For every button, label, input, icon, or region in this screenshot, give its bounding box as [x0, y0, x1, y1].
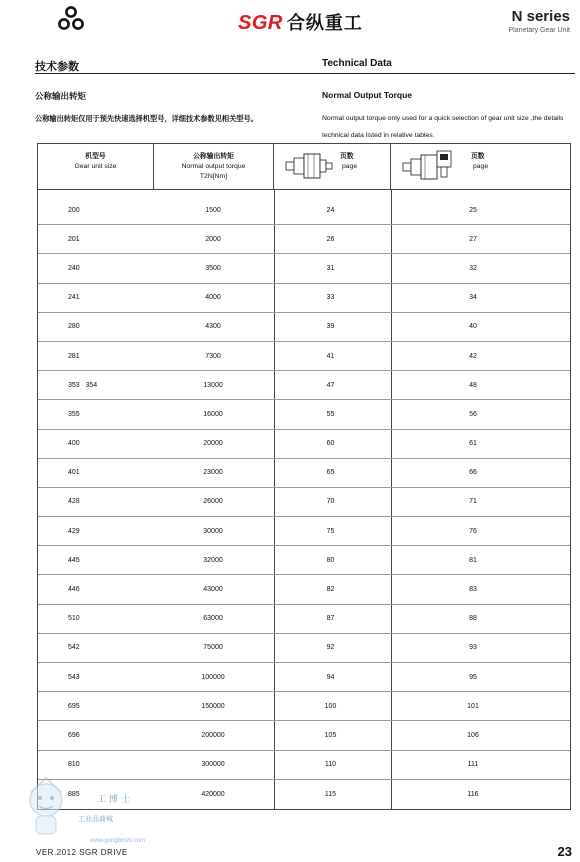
series-title: N series — [511, 8, 570, 25]
header-c1-en: Gear unit size — [74, 163, 117, 170]
header-c2-en: Normal output torque — [181, 163, 246, 170]
cell-gear-unit-size-text: 445 — [68, 556, 80, 564]
cell-output-torque — [153, 780, 273, 809]
cell-page-coaxial — [273, 721, 388, 749]
cell-page-angle-text: 48 — [469, 381, 477, 389]
cell-page-coaxial — [273, 430, 388, 458]
table-body — [38, 196, 570, 809]
cell-output-torque-text: 63000 — [203, 615, 223, 623]
cell-page-coaxial-text: 82 — [326, 586, 335, 594]
series-subtitle: Planetary Gear Unit — [508, 27, 570, 34]
cell-page-angle-text: 27 — [469, 235, 477, 243]
cell-output-torque — [153, 663, 273, 691]
cell-page-angle — [388, 634, 558, 662]
cell-page-angle-text: 76 — [469, 527, 477, 535]
cell-output-torque — [153, 400, 273, 428]
cell-output-torque-text: 43000 — [203, 586, 223, 594]
description-en: Normal output torque only used for a quick selection of gear unit size ,the details technical data listed in relative tables. — [322, 115, 564, 139]
cell-page-angle — [388, 225, 558, 253]
table-row — [38, 488, 570, 517]
table-row — [38, 517, 570, 546]
cell-page-coaxial-text: 33 — [326, 294, 335, 302]
cell-gear-unit-size-text: 810 — [68, 761, 80, 769]
table-row — [38, 459, 570, 488]
cell-page-coaxial — [273, 196, 388, 224]
cell-output-torque — [153, 575, 273, 603]
table-row — [38, 663, 570, 692]
cell-page-coaxial-text: 94 — [326, 673, 335, 681]
cell-gear-unit-size-text: 353 354 — [68, 381, 98, 389]
header-page-coaxial — [274, 144, 391, 189]
cell-page-angle-text: 93 — [469, 644, 477, 652]
table-row — [38, 575, 570, 604]
cell-page-angle — [388, 751, 558, 779]
cell-page-coaxial — [273, 751, 388, 779]
cell-page-coaxial-text: 80 — [326, 556, 335, 564]
angle-gear-unit-icon — [401, 148, 457, 184]
cell-page-angle-text: 81 — [469, 556, 477, 564]
cell-gear-unit-size-text: 400 — [68, 440, 80, 448]
section-title-en: Technical Data — [322, 58, 392, 69]
table-row — [38, 342, 570, 371]
cell-page-angle — [388, 254, 558, 282]
cell-page-coaxial-text: 70 — [326, 498, 335, 506]
cell-page-coaxial — [273, 634, 388, 662]
cell-page-coaxial — [273, 459, 388, 487]
brand-sgr: SGR — [238, 12, 283, 34]
company-logo-icon — [58, 6, 84, 32]
watermark-line3: www.gongboshi.com — [90, 838, 146, 844]
table-row — [38, 400, 570, 429]
cell-page-angle — [388, 459, 558, 487]
cell-page-angle-text: 111 — [467, 761, 479, 769]
cell-output-torque-text: 3500 — [205, 264, 221, 272]
cell-page-coaxial-text: 31 — [326, 264, 335, 272]
cell-output-torque-text: 30000 — [203, 527, 223, 535]
cell-output-torque — [153, 692, 273, 720]
table-row — [38, 313, 570, 342]
cell-page-coaxial-text: 65 — [326, 469, 335, 477]
header-c4-cn: 页数 — [471, 153, 485, 160]
cell-page-angle — [388, 342, 558, 370]
cell-page-angle-text: 83 — [469, 586, 477, 594]
cell-page-angle-text: 25 — [469, 206, 477, 214]
cell-page-angle — [388, 663, 558, 691]
cell-page-coaxial — [273, 313, 388, 341]
cell-page-coaxial-text: 39 — [326, 323, 335, 331]
cell-page-angle-text: 32 — [469, 264, 477, 272]
cell-output-torque — [153, 546, 273, 574]
cell-output-torque-text: 26000 — [203, 498, 223, 506]
cell-page-angle-text: 66 — [469, 469, 477, 477]
cell-gear-unit-size-text: 429 — [68, 527, 80, 535]
cell-page-angle — [388, 196, 558, 224]
table-row — [38, 546, 570, 575]
header-c1-cn: 机型号 — [85, 153, 106, 160]
cell-page-coaxial-text: 100 — [324, 702, 337, 710]
cell-output-torque — [153, 751, 273, 779]
table-row — [38, 196, 570, 225]
cell-page-coaxial-text: 115 — [324, 790, 337, 798]
cell-output-torque-text: 150000 — [201, 702, 225, 710]
cell-output-torque-text: 7300 — [205, 352, 221, 360]
cell-output-torque-text: 13000 — [203, 381, 223, 389]
header-gear-unit-size — [38, 144, 154, 189]
cell-page-coaxial-text: 87 — [326, 615, 335, 623]
cell-output-torque-text: 2000 — [205, 235, 221, 243]
cell-page-angle-text: 71 — [469, 498, 477, 506]
cell-page-angle — [388, 575, 558, 603]
cell-output-torque — [153, 459, 273, 487]
cell-page-coaxial — [273, 575, 388, 603]
cell-gear-unit-size-text: 696 — [68, 732, 80, 740]
cell-page-coaxial-text: 55 — [326, 410, 335, 418]
cell-page-coaxial-text: 75 — [326, 527, 335, 535]
table-row — [38, 254, 570, 283]
cell-gear-unit-size-text: 281 — [68, 352, 80, 360]
cell-page-coaxial-text: 41 — [326, 352, 335, 360]
cell-page-angle — [388, 371, 558, 399]
cell-output-torque — [153, 313, 273, 341]
cell-gear-unit-size-text: 355 — [68, 410, 80, 418]
cell-page-coaxial — [273, 663, 388, 691]
cell-page-coaxial — [273, 605, 388, 633]
table-row — [38, 284, 570, 313]
brand-logo — [238, 9, 363, 35]
cell-output-torque-text: 100000 — [201, 673, 225, 681]
cell-gear-unit-size-text: 200 — [68, 206, 80, 214]
cell-output-torque-text: 75000 — [203, 644, 223, 652]
cell-output-torque — [153, 430, 273, 458]
cell-gear-unit-size-text: 240 — [68, 264, 80, 272]
cell-output-torque — [153, 196, 273, 224]
description-cn: 公称输出转矩仅用于预先快速选择机型号，详细技术参数见相关型号。 — [35, 114, 258, 123]
cell-output-torque-text: 420000 — [201, 790, 225, 798]
cell-output-torque — [153, 634, 273, 662]
cell-page-coaxial — [273, 692, 388, 720]
cell-gear-unit-size-text: 401 — [68, 469, 80, 477]
cell-page-angle — [388, 692, 558, 720]
cell-page-coaxial — [273, 400, 388, 428]
cell-output-torque — [153, 284, 273, 312]
cell-gear-unit-size-text: 280 — [68, 323, 80, 331]
cell-page-coaxial-text: 24 — [326, 206, 335, 214]
header-c2-unit: T2N[Nm] — [199, 173, 228, 180]
cell-page-coaxial-text: 26 — [326, 235, 335, 243]
cell-page-angle — [388, 313, 558, 341]
cell-page-coaxial — [273, 342, 388, 370]
cell-output-torque — [153, 488, 273, 516]
cell-page-angle-text: 56 — [469, 410, 477, 418]
cell-output-torque — [153, 225, 273, 253]
header-divider-line — [38, 189, 570, 190]
cell-page-angle-text: 88 — [469, 615, 477, 623]
cell-page-angle — [388, 284, 558, 312]
cell-gear-unit-size-text: 542 — [68, 644, 80, 652]
cell-page-angle — [388, 430, 558, 458]
cell-gear-unit-size-text: 510 — [68, 615, 80, 623]
cell-gear-unit-size-text: 241 — [68, 294, 80, 302]
cell-output-torque-text: 23000 — [203, 469, 223, 477]
cell-gear-unit-size-text: 201 — [68, 235, 80, 243]
subtitle-cn: 公称输出转矩 — [35, 91, 87, 101]
cell-page-coaxial — [273, 254, 388, 282]
cell-page-coaxial — [273, 546, 388, 574]
table-row — [38, 225, 570, 254]
cell-page-coaxial-text: 110 — [324, 761, 337, 769]
cell-page-coaxial-text: 92 — [326, 644, 335, 652]
cell-page-coaxial — [273, 780, 388, 809]
cell-page-coaxial — [273, 284, 388, 312]
cell-output-torque-text: 300000 — [201, 761, 225, 769]
cell-output-torque — [153, 721, 273, 749]
cell-output-torque-text: 200000 — [201, 732, 225, 740]
table-row — [38, 692, 570, 721]
cell-output-torque-text: 16000 — [203, 410, 223, 418]
cell-output-torque-text: 1500 — [205, 206, 221, 214]
cell-output-torque — [153, 371, 273, 399]
cell-page-angle — [388, 605, 558, 633]
cell-page-coaxial — [273, 225, 388, 253]
cell-page-angle-text: 34 — [469, 294, 477, 302]
cell-page-coaxial — [273, 371, 388, 399]
header-page-angle — [391, 144, 572, 189]
table-row — [38, 371, 570, 400]
page-number: 23 — [557, 844, 572, 859]
cell-page-angle-text: 42 — [469, 352, 477, 360]
cell-gear-unit-size-text: 446 — [68, 586, 80, 594]
header-c3-en: page — [342, 163, 358, 170]
cell-page-angle-text: 95 — [469, 673, 477, 681]
cell-output-torque-text: 4000 — [205, 294, 221, 302]
cell-page-angle-text: 116 — [467, 790, 479, 798]
header-divider — [35, 73, 575, 74]
section-title-cn: 技术参数 — [35, 61, 79, 73]
cell-output-torque — [153, 342, 273, 370]
table-row — [38, 430, 570, 459]
subtitle-en: Normal Output Torque — [322, 90, 413, 100]
cell-output-torque — [153, 517, 273, 545]
header-c4-en: page — [473, 163, 489, 170]
cell-gear-unit-size-text: 885 — [68, 790, 80, 798]
cell-gear-unit-size-text: 695 — [68, 702, 80, 710]
cell-page-angle-text: 40 — [469, 323, 477, 331]
cell-page-coaxial — [273, 517, 388, 545]
cell-page-coaxial-text: 105 — [324, 732, 337, 740]
cell-page-angle-text: 61 — [469, 440, 477, 448]
cell-page-angle — [388, 721, 558, 749]
table-row — [38, 634, 570, 663]
header-normal-output-torque — [154, 144, 274, 189]
cell-output-torque-text: 20000 — [203, 440, 223, 448]
header-c3-cn: 页数 — [340, 153, 354, 160]
cell-page-angle-text: 106 — [467, 732, 479, 740]
watermark-line1: 工博士 — [97, 794, 134, 804]
table-row — [38, 721, 570, 750]
cell-page-coaxial-text: 47 — [326, 381, 335, 389]
cell-page-angle — [388, 780, 558, 809]
cell-output-torque — [153, 605, 273, 633]
cell-output-torque-text: 32000 — [203, 556, 223, 564]
cell-output-torque-text: 4300 — [205, 323, 221, 331]
cell-output-torque — [153, 254, 273, 282]
cell-page-angle — [388, 400, 558, 428]
brand-chinese: 合纵重工 — [286, 13, 363, 34]
header-c2-cn: 公称输出转矩 — [193, 153, 234, 160]
cell-page-coaxial — [273, 488, 388, 516]
coaxial-gear-unit-icon — [284, 149, 334, 183]
cell-page-angle — [388, 488, 558, 516]
cell-page-coaxial-text: 60 — [326, 440, 335, 448]
cell-gear-unit-size-text: 428 — [68, 498, 80, 506]
cell-gear-unit-size-text: 543 — [68, 673, 80, 681]
cell-page-angle-text: 101 — [467, 702, 479, 710]
watermark-line2: 工业品商城 — [78, 816, 113, 823]
footer-version: VER.2012 SGR DRIVE — [36, 848, 128, 857]
torque-table — [37, 143, 571, 810]
cell-page-angle — [388, 546, 558, 574]
table-row — [38, 605, 570, 634]
cell-page-angle — [388, 517, 558, 545]
